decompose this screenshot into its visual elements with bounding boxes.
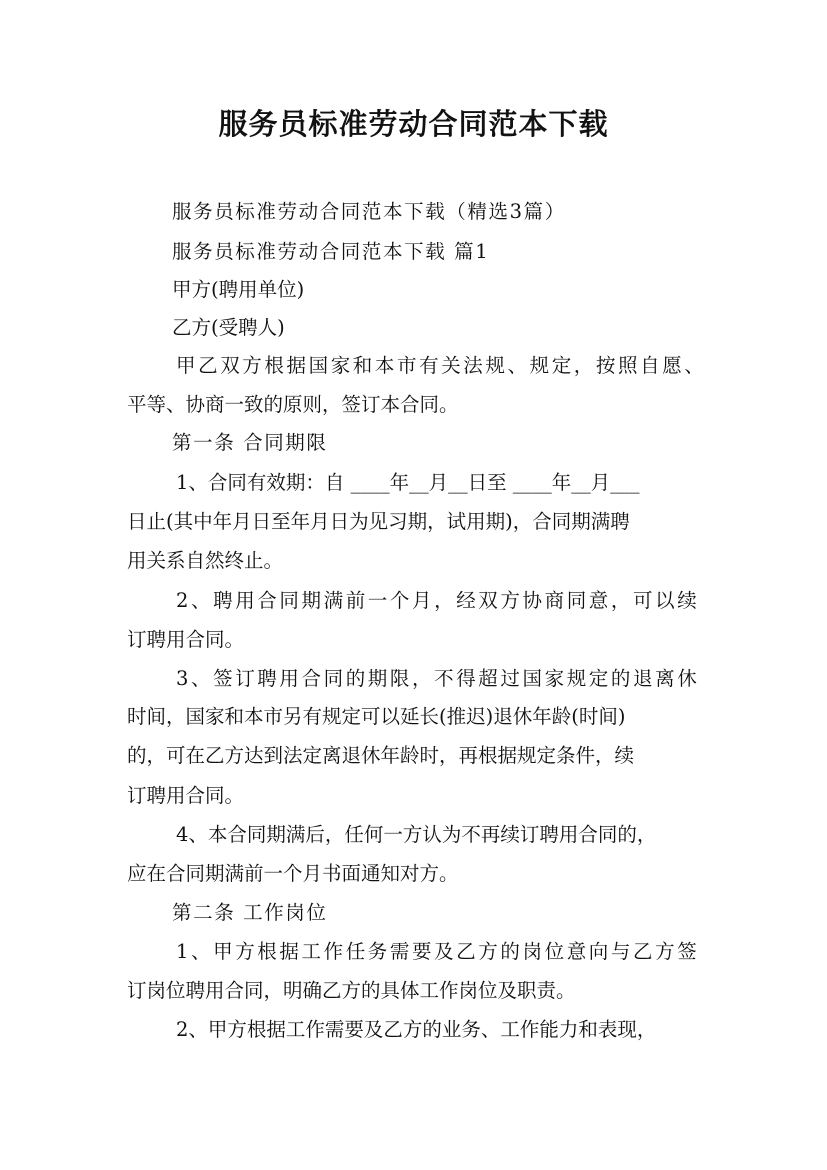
article-heading: 第一条 合同期限 xyxy=(172,431,328,454)
document-title: 服务员标准劳动合同范本下载 xyxy=(218,107,609,141)
body-line: 2、聘用合同期满前一个月，经双方协商同意，可以续 xyxy=(176,589,700,612)
party-b-line: 乙方(受聘人) xyxy=(172,316,285,339)
body-line: 甲乙双方根据国家和本市有关法规、规定，按照自愿、 xyxy=(176,354,707,377)
body-line: 时间，国家和本市另有规定可以延长(推迟)退休年龄(时间) xyxy=(127,705,626,728)
body-line: 平等、协商一致的原则，签订本合同。 xyxy=(127,393,459,416)
body-line: 1、合同有效期：自 ____年__月__日至 ____年__月___ xyxy=(176,471,640,494)
section-heading: 服务员标准劳动合同范本下载 篇1 xyxy=(172,240,490,263)
body-line: 日止(其中年月日至年月日为见习期，试用期)，合同期满聘 xyxy=(127,510,630,533)
body-line: 订聘用合同。 xyxy=(127,628,245,651)
subtitle-line: 服务员标准劳动合同范本下载（精选3篇） xyxy=(172,200,566,223)
body-line: 订聘用合同。 xyxy=(127,784,245,807)
body-line: 的，可在乙方达到法定离退休年龄时，再根据规定条件，续 xyxy=(127,744,635,767)
body-line: 1、甲方根据工作任务需要及乙方的岗位意向与乙方签 xyxy=(176,940,700,963)
body-line: 4、本合同期满后，任何一方认为不再续订聘用合同的， xyxy=(176,823,657,846)
body-line: 应在合同期满前一个月书面通知对方。 xyxy=(127,862,459,885)
article-heading: 第二条 工作岗位 xyxy=(172,901,328,924)
body-line: 用关系自然终止。 xyxy=(127,549,284,572)
body-line: 2、甲方根据工作需要及乙方的业务、工作能力和表现， xyxy=(176,1018,657,1041)
body-line: 订岗位聘用合同，明确乙方的具体工作岗位及职责。 xyxy=(127,979,576,1002)
party-a-line: 甲方(聘用单位) xyxy=(172,278,305,301)
body-line: 3、签订聘用合同的期限，不得超过国家规定的退离休 xyxy=(176,667,700,690)
